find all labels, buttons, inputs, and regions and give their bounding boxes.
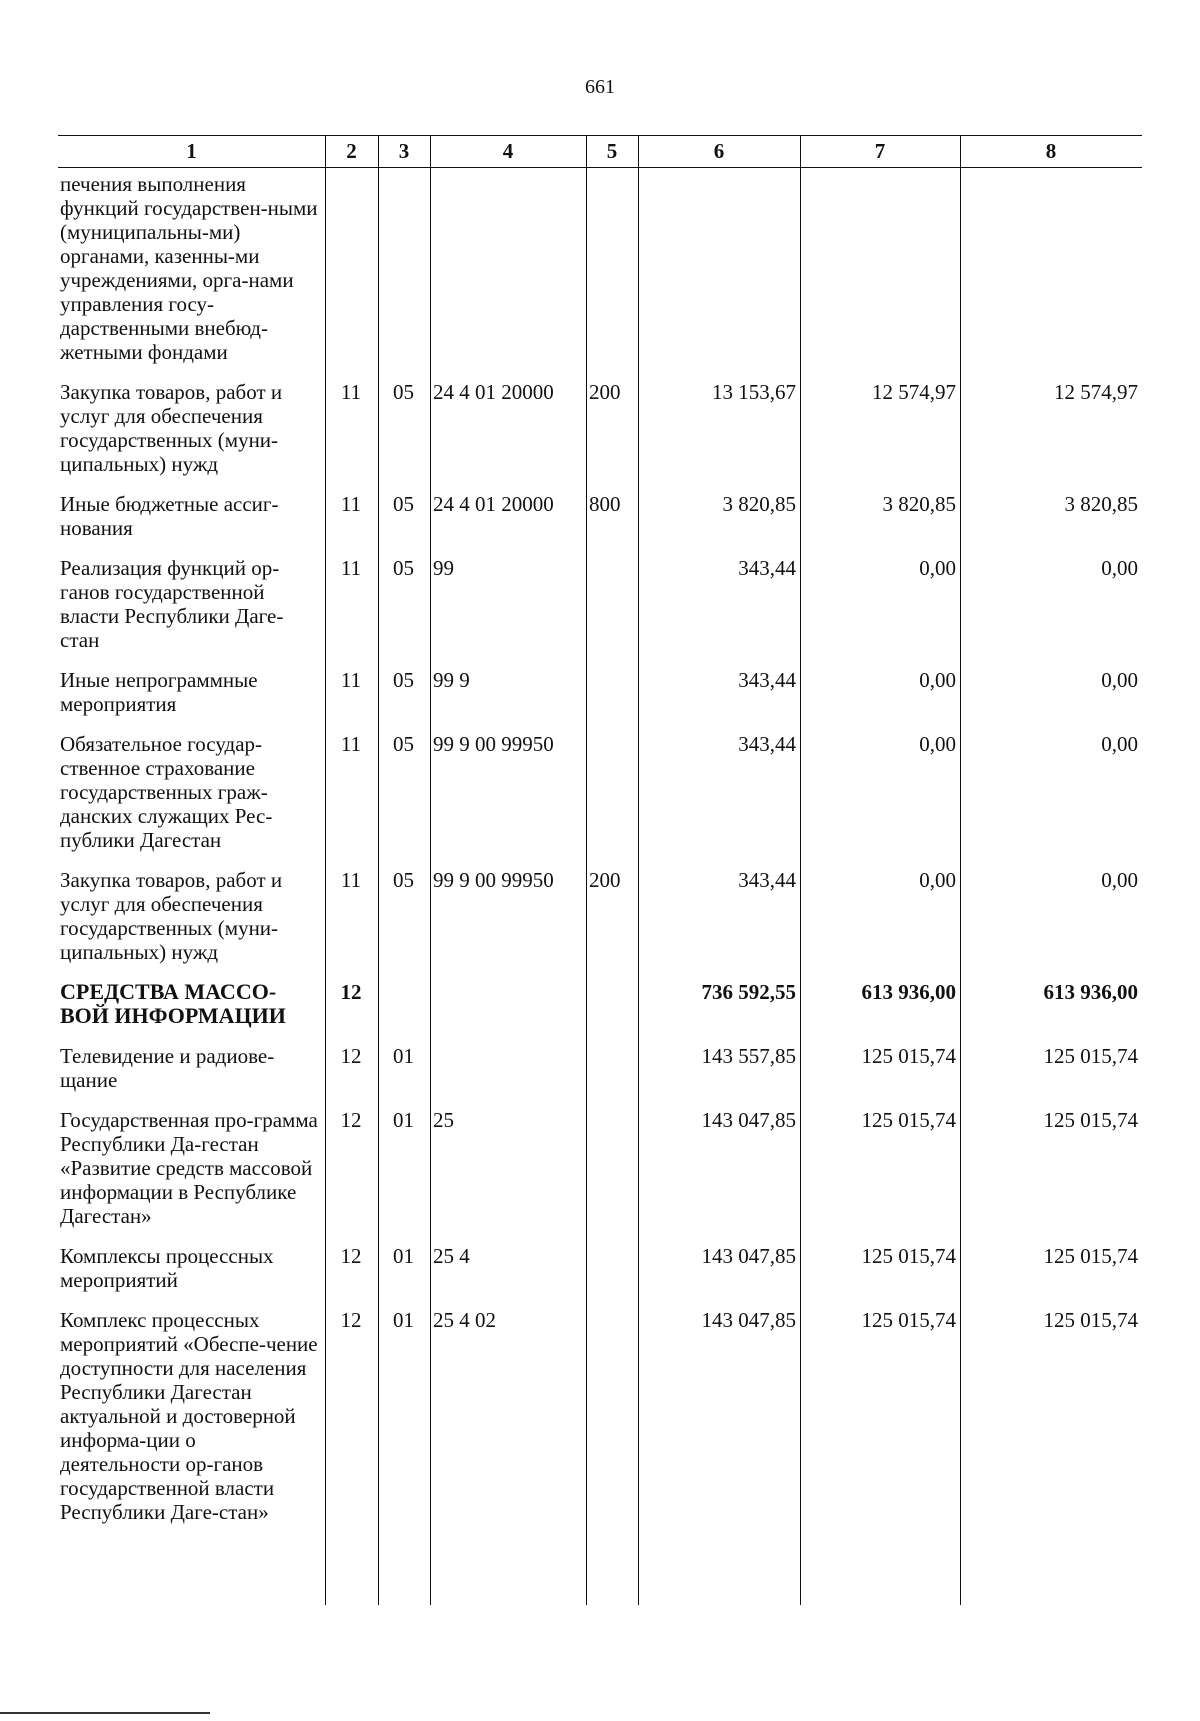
cell-expense-type xyxy=(586,1238,638,1302)
table-row xyxy=(58,974,1142,1038)
cell-amount-col8: 125 015,74 xyxy=(1043,1108,1138,1132)
cell-expense-type xyxy=(586,550,638,662)
cell-expense-type xyxy=(586,1038,638,1102)
table-row xyxy=(58,662,1142,726)
budget-table xyxy=(58,135,1142,1534)
cell-section: 12 xyxy=(340,1108,362,1132)
cell-subsection: 01 xyxy=(393,1108,414,1132)
cell-name: Комплексы процессных мероприятий xyxy=(60,1244,274,1292)
cell-section: 12 xyxy=(340,1244,362,1268)
cell-amount-col8: 613 936,00 xyxy=(1043,980,1138,1004)
cell-name: Государственная про-грамма Республики Да-гестан «Развитие средств массовой информации в Республике Дагестан» xyxy=(60,1108,318,1228)
cell-amount-col8 xyxy=(960,166,1142,374)
header-col-8: 8 xyxy=(1045,138,1057,163)
cell-amount-col7 xyxy=(800,166,960,374)
cell-subsection: 01 xyxy=(393,1244,414,1268)
cell-target-item: 99 9 xyxy=(433,668,470,692)
cell-expense-type: 200 xyxy=(589,380,621,404)
cell-amount-col6: 343,44 xyxy=(738,868,796,892)
cell-target-item: 25 4 xyxy=(433,1244,470,1268)
cell-amount-col7: 613 936,00 xyxy=(861,980,956,1004)
cell-section xyxy=(325,166,378,374)
cell-amount-col8: 0,00 xyxy=(1101,668,1138,692)
cell-amount-col8: 3 820,85 xyxy=(1064,492,1138,516)
cell-name: Комплекс процессных мероприятий «Обеспе-чение доступности для населения Республики Дагестан актуальной и достоверной информа-ции о деятельности ор-ганов государственной власти Республики Даге-стан» xyxy=(60,1308,318,1524)
cell-amount-col8: 125 015,74 xyxy=(1043,1044,1138,1068)
cell-amount-col7: 3 820,85 xyxy=(882,492,956,516)
cell-expense-type: 200 xyxy=(589,868,621,892)
cell-amount-col7: 12 574,97 xyxy=(872,380,956,404)
cell-amount-col6 xyxy=(638,166,800,374)
cell-amount-col6: 3 820,85 xyxy=(722,492,796,516)
cell-amount-col7: 0,00 xyxy=(919,556,956,580)
table-row xyxy=(58,862,1142,974)
table-row xyxy=(58,726,1142,862)
cell-target-item: 25 4 02 xyxy=(433,1308,496,1332)
header-col-2: 2 xyxy=(346,138,357,163)
cell-subsection: 05 xyxy=(393,556,414,580)
cell-amount-col6: 343,44 xyxy=(738,556,796,580)
cell-name: Обязательное государ-ственное страхование государственных граж-данских служащих Рес-публики Дагестан xyxy=(60,732,273,852)
cell-name: Телевидение и радиове-щание xyxy=(60,1044,275,1092)
cell-amount-col6: 736 592,55 xyxy=(701,980,796,1004)
page-number: 661 xyxy=(585,76,615,98)
cell-subsection: 01 xyxy=(393,1308,414,1332)
cell-subsection: 05 xyxy=(393,492,414,516)
cell-subsection xyxy=(378,166,430,374)
cell-amount-col7: 0,00 xyxy=(919,732,956,756)
cell-amount-col7: 0,00 xyxy=(919,868,956,892)
cell-amount-col8: 0,00 xyxy=(1101,732,1138,756)
cell-section: 11 xyxy=(340,668,362,692)
cell-amount-col7: 125 015,74 xyxy=(861,1108,956,1132)
cell-amount-col6: 143 557,85 xyxy=(701,1044,796,1068)
cell-target-item: 24 4 01 20000 xyxy=(433,492,554,516)
cell-section: 11 xyxy=(340,732,362,756)
table-row xyxy=(58,486,1142,550)
cell-target-item: 99 9 00 99950 xyxy=(433,732,554,756)
cell-subsection xyxy=(378,974,430,1038)
cell-name: печения выполнения функций государствен-ными (муниципальны-ми) органами, казенны-ми учреждениями, орга-нами управления госу-дарственными внебюд-жетными фондами xyxy=(60,172,318,364)
cell-name: Закупка товаров, работ и услуг для обеспечения государственных (муни-ципальных) нужд xyxy=(60,380,283,476)
header-col-7: 7 xyxy=(874,138,886,163)
cell-section: 11 xyxy=(340,556,362,580)
cell-target-item xyxy=(430,974,586,1038)
budget-table-container xyxy=(58,135,1142,1605)
cell-amount-col7: 0,00 xyxy=(919,668,956,692)
cell-subsection: 01 xyxy=(393,1044,414,1068)
table-row xyxy=(58,1038,1142,1102)
cell-amount-col6: 343,44 xyxy=(738,732,796,756)
header-col-5: 5 xyxy=(606,138,618,163)
cell-amount-col6: 343,44 xyxy=(738,668,796,692)
header-col-1: 1 xyxy=(186,138,197,163)
cell-expense-type xyxy=(586,974,638,1038)
table-row xyxy=(58,374,1142,486)
cell-section: 12 xyxy=(340,980,362,1004)
header-col-3: 3 xyxy=(398,138,410,163)
cell-amount-col8: 12 574,97 xyxy=(1054,380,1138,404)
cell-amount-col7: 125 015,74 xyxy=(861,1244,956,1268)
cell-subsection: 05 xyxy=(393,668,414,692)
cell-name: Иные бюджетные ассиг-нования xyxy=(60,492,279,540)
cell-target-item xyxy=(430,1038,586,1102)
cell-amount-col7: 125 015,74 xyxy=(861,1044,956,1068)
table-row xyxy=(58,1102,1142,1238)
cell-target-item: 99 xyxy=(433,556,454,580)
footer-rule xyxy=(0,1712,210,1714)
cell-amount-col6: 13 153,67 xyxy=(712,380,796,404)
table-row xyxy=(58,166,1142,374)
cell-name: Закупка товаров, работ и услуг для обеспечения государственных (муни-ципальных) нужд xyxy=(60,868,283,964)
cell-amount-col7: 125 015,74 xyxy=(861,1308,956,1332)
cell-amount-col6: 143 047,85 xyxy=(701,1244,796,1268)
cell-name: Реализация функций ор-ганов государственной власти Республики Даге-стан xyxy=(60,556,284,652)
cell-amount-col8: 125 015,74 xyxy=(1043,1244,1138,1268)
cell-section: 11 xyxy=(340,380,362,404)
cell-expense-type: 800 xyxy=(589,492,621,516)
table-row xyxy=(58,1238,1142,1302)
cell-expense-type xyxy=(586,1102,638,1238)
cell-name: СРЕДСТВА МАССО-ВОЙ ИНФОРМАЦИИ xyxy=(60,979,286,1028)
table-row xyxy=(58,550,1142,662)
table-row xyxy=(58,1302,1142,1534)
cell-section: 11 xyxy=(340,492,362,516)
cell-target-item: 25 xyxy=(433,1108,454,1132)
cell-amount-col8: 0,00 xyxy=(1101,868,1138,892)
cell-subsection: 05 xyxy=(393,868,414,892)
cell-section: 12 xyxy=(340,1308,362,1332)
header-row xyxy=(58,135,1142,166)
cell-target-item: 99 9 00 99950 xyxy=(433,868,554,892)
header-col-6: 6 xyxy=(713,138,725,163)
cell-amount-col8: 125 015,74 xyxy=(1043,1308,1138,1332)
cell-target-item: 24 4 01 20000 xyxy=(433,380,554,404)
cell-amount-col6: 143 047,85 xyxy=(701,1308,796,1332)
cell-subsection: 05 xyxy=(393,380,414,404)
header-col-4: 4 xyxy=(502,138,514,163)
cell-target-item xyxy=(430,166,586,374)
cell-amount-col8: 0,00 xyxy=(1101,556,1138,580)
table-body xyxy=(58,166,1142,1534)
cell-subsection: 05 xyxy=(393,732,414,756)
cell-section: 11 xyxy=(340,868,362,892)
cell-expense-type xyxy=(586,662,638,726)
cell-amount-col6: 143 047,85 xyxy=(701,1108,796,1132)
cell-section: 12 xyxy=(340,1044,362,1068)
cell-expense-type xyxy=(586,166,638,374)
cell-expense-type xyxy=(586,1302,638,1534)
cell-expense-type xyxy=(586,726,638,862)
cell-name: Иные непрограммные мероприятия xyxy=(60,668,258,716)
